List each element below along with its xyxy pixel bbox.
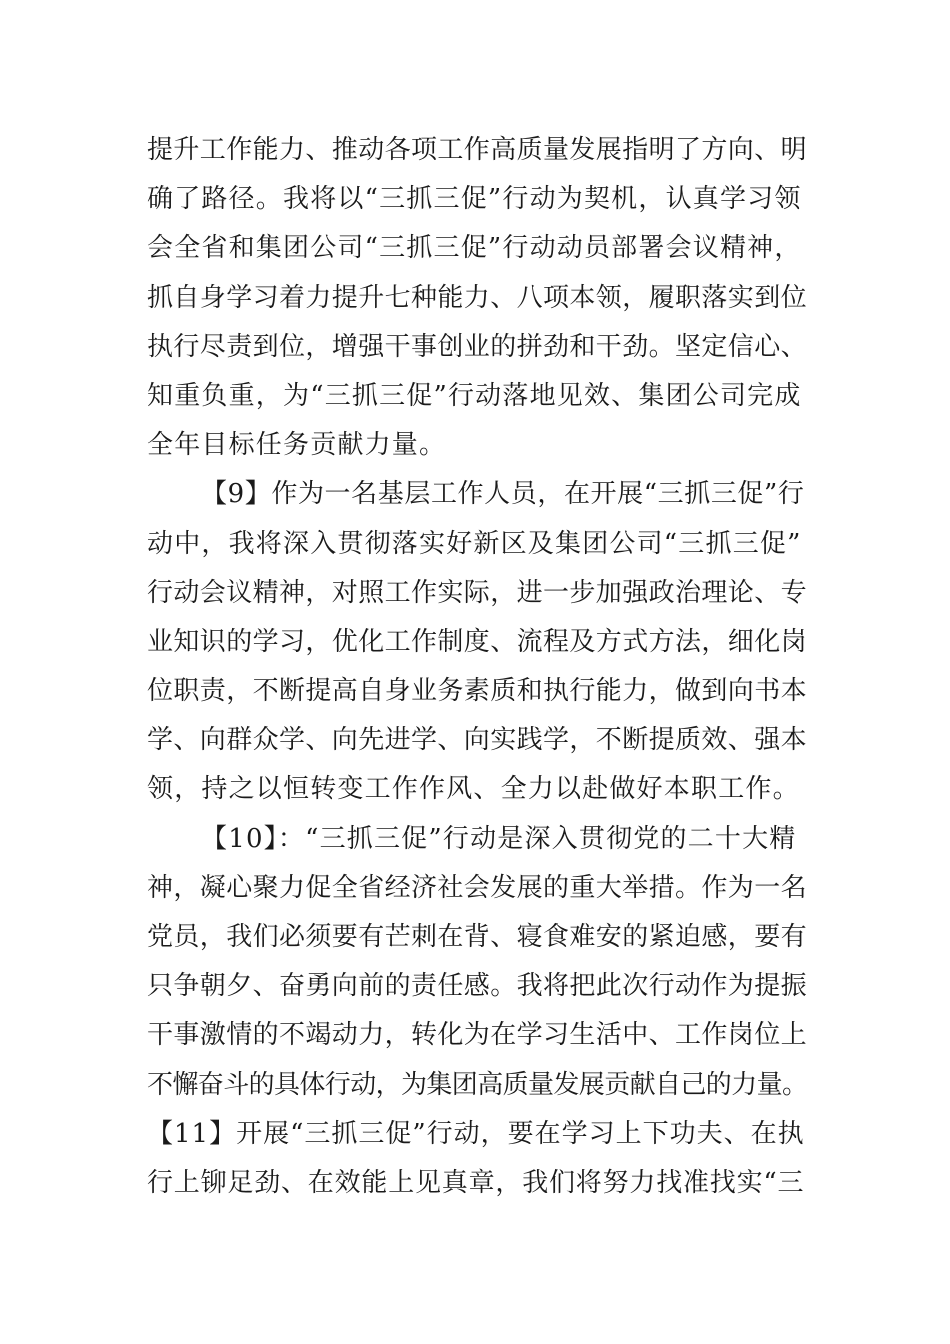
text-line: 学、向群众学、向先进学、向实践学，不断提质效、强本: [147, 725, 808, 756]
paragraph-9-start: 【9】作为一名基层工作人员，在开展“三抓三促”行: [201, 479, 805, 510]
text-line: 抓自身学习着力提升七种能力、八项本领，履职落实到位: [147, 282, 808, 313]
text-line: 行上铆足劲、在效能上见真章，我们将努力找准找实“三: [147, 1167, 805, 1198]
text-line: 会全省和集团公司“三抓三促”行动动员部署会议精神，: [147, 233, 802, 264]
text-line: 只争朝夕、奋勇向前的责任感。我将把此次行动作为提振: [147, 971, 808, 1002]
text-line: 执行尽责到位，增强干事创业的拼劲和干劲。坚定信心、: [147, 331, 808, 362]
paragraph-11-start: 【11】开展“三抓三促”行动，要在学习上下功夫、在执: [147, 1118, 805, 1149]
text-line: 不懈奋斗的具体行动，为集团高质量发展贡献自己的力量。: [147, 1069, 808, 1100]
text-line: 位职责，不断提高自身业务素质和执行能力，做到向书本: [147, 676, 808, 707]
text-line: 行动会议精神，对照工作实际，进一步加强政治理论、专: [147, 577, 808, 608]
text-line: 干事激情的不竭动力，转化为在学习生活中、工作岗位上: [147, 1020, 808, 1051]
text-line: 业知识的学习，优化工作制度、流程及方式方法，细化岗: [147, 626, 808, 657]
text-line: 提升工作能力、推动各项工作高质量发展指明了方向、明: [147, 135, 808, 165]
text-line: 动中，我将深入贯彻落实好新区及集团公司“三抓三促”: [147, 528, 802, 559]
text-line: 确了路径。我将以“三抓三促”行动为契机，认真学习领: [147, 184, 802, 215]
text-line: 党员，我们必须要有芒刺在背、寝食难安的紧迫感，要有: [147, 922, 808, 952]
document-body: [147, 126, 807, 1208]
text-line: 神，凝心聚力促全省经济社会发展的重大举措。作为一名: [147, 872, 808, 903]
paragraph-10-start: 【10】：“三抓三促”行动是深入贯彻党的二十大精: [201, 823, 797, 854]
text-line: 全年目标任务贡献力量。: [147, 430, 447, 461]
text-line: 领，持之以恒转变工作作风、全力以赴做好本职工作。: [147, 774, 800, 805]
text-line: 知重负重，为“三抓三促”行动落地见效、集团公司完成: [147, 380, 802, 411]
